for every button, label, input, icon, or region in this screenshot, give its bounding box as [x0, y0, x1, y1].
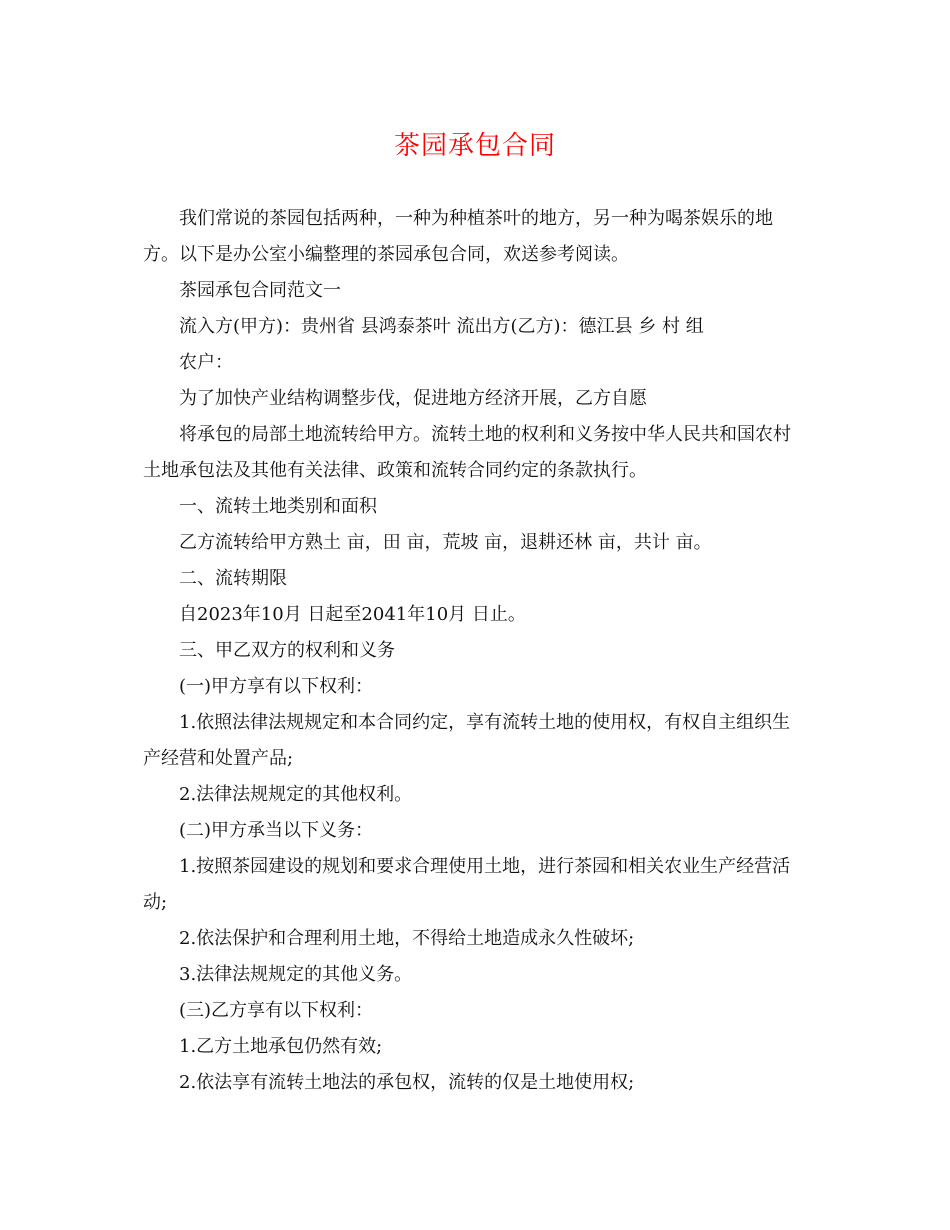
section-heading-rights: 三、甲乙双方的权利和义务 [179, 640, 395, 661]
list-item-a-duty-1: 1.按照茶园建设的规划和要求合理使用土地，进行茶园和相关农业生产经营活动; [143, 856, 791, 913]
section-heading-land: 一、流转土地类别和面积 [179, 496, 377, 517]
section-heading-term: 二、流转期限 [179, 568, 287, 589]
paragraph-land-area: 乙方流转给甲方熟土 亩，田 亩，荒坡 亩，退耕还林 亩，共计 亩。 [179, 532, 712, 553]
paragraph-farmer: 农户： [179, 352, 233, 373]
subheading-party-a-rights: (一)甲方享有以下权利： [179, 676, 374, 697]
list-item-a-duty-2: 2.依法保护和合理利用土地，不得给土地造成永久性破坏; [179, 928, 635, 949]
paragraph-term: 自2023年10月 日起至2041年10月 日止。 [179, 604, 526, 625]
paragraph-sample-heading: 茶园承包合同范文一 [179, 280, 341, 301]
list-item-b-right-2: 2.依法享有流转土地法的承包权，流转的仅是土地使用权; [179, 1072, 635, 1093]
list-item-a-right-2: 2.法律法规规定的其他权利。 [179, 784, 413, 805]
paragraph-parties: 流入方(甲方)：贵州省 县鸿泰茶叶 流出方(乙方)：德江县 乡 村 组 [179, 316, 704, 337]
list-item-a-right-1: 1.依照法律法规规定和本合同约定，享有流转土地的使用权，有权自主组织生产经营和处置产品; [143, 712, 791, 769]
document-body [143, 201, 803, 1101]
list-item-b-right-1: 1.乙方土地承包仍然有效; [179, 1036, 383, 1057]
list-item-a-duty-3: 3.法律法规规定的其他义务。 [179, 964, 413, 985]
subheading-party-a-duties: (二)甲方承当以下义务： [179, 820, 374, 841]
paragraph-intro: 我们常说的茶园包括两种，一种为种植茶叶的地方，另一种为喝茶娱乐的地方。以下是办公室小编整理的茶园承包合同，欢送参考阅读。 [143, 208, 773, 265]
paragraph-transfer: 将承包的局部土地流转给甲方。流转土地的权利和义务按中华人民共和国农村土地承包法及其他有关法律、政策和流转合同约定的条款执行。 [143, 424, 791, 481]
document-title: 茶园承包合同 [393, 131, 556, 161]
subheading-party-b-rights: (三)乙方享有以下权利： [179, 1000, 374, 1021]
paragraph-purpose: 为了加快产业结构调整步伐，促进地方经济开展，乙方自愿 [179, 388, 647, 409]
